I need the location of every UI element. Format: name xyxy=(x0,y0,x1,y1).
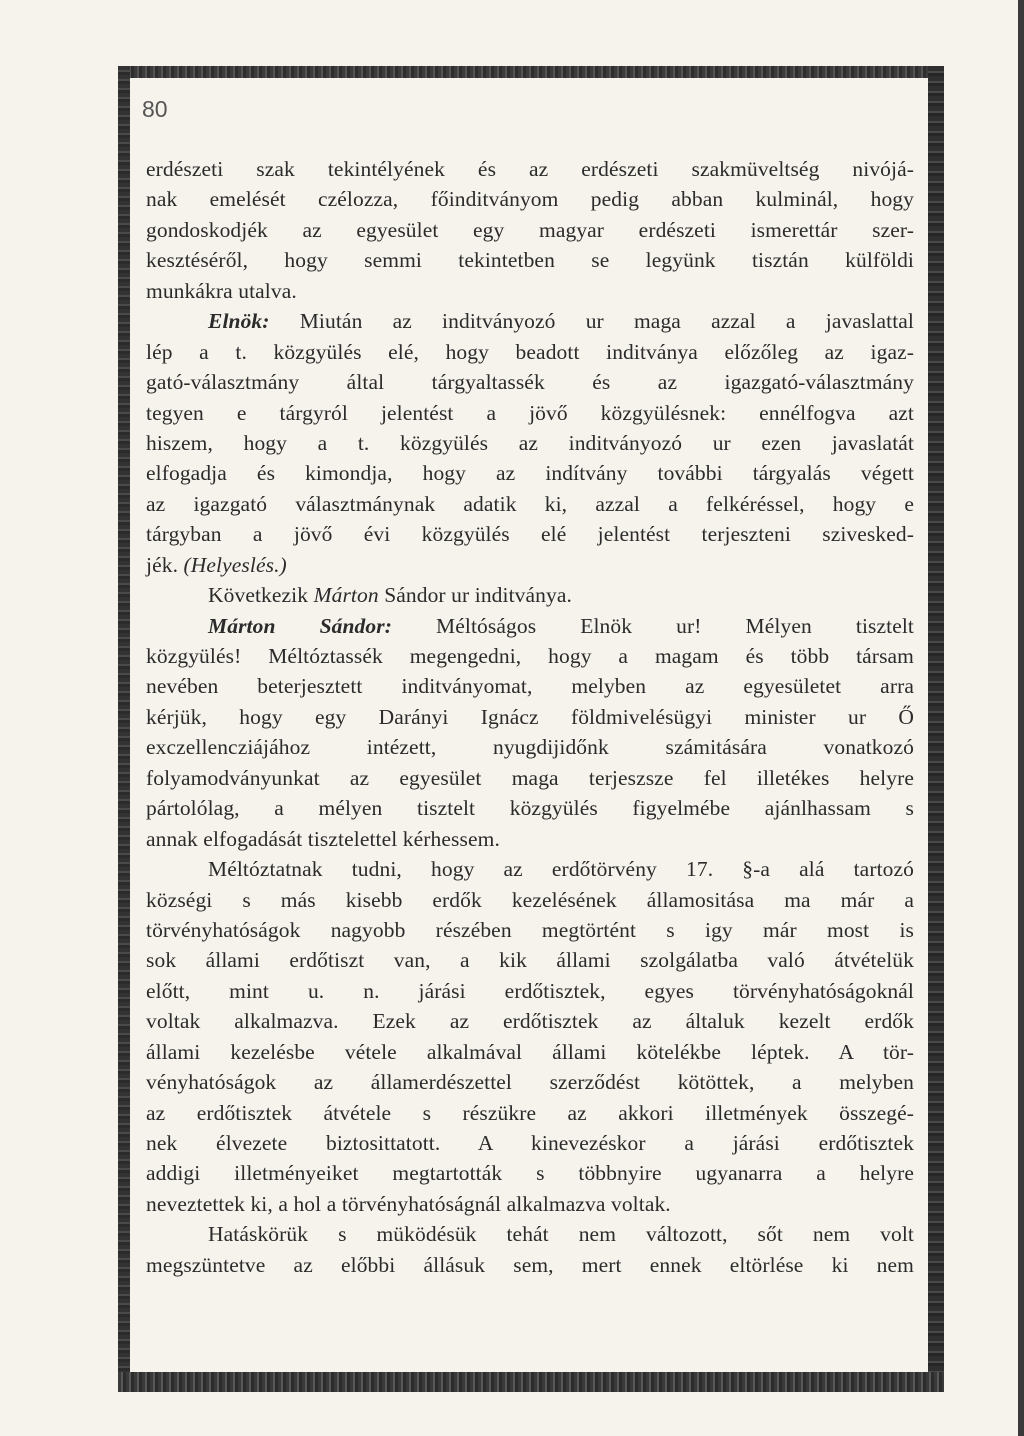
text-line: nek élvezete biztosittatott. A kinevezéskor a járási erdőtisztek xyxy=(146,1131,914,1155)
text-line: lép a t. közgyülés elé, hogy beadott inditványa előzőleg az igaz- xyxy=(146,339,914,364)
text-line: munkákra utalva. xyxy=(146,278,297,303)
text-line: községi s más kisebb erdők kezelésének államositása ma már a xyxy=(146,887,914,912)
text-line: kesztéséről, hogy semmi tekintetben se legyünk tisztán külföldi xyxy=(146,248,914,273)
text-line: közgyülés! Méltóztassék megengedni, hogy a magam és több társam xyxy=(146,644,914,668)
text-line: állami kezelésbe vétele alkalmával állami kötelékbe léptek. A tör- xyxy=(146,1039,914,1064)
page-frame-top xyxy=(118,66,944,78)
text-line: elfogadja és kimondja, hogy az indítvány további tárgyalás végett xyxy=(146,461,914,486)
text-line: törvényhatóságok nagyobb részében megtörtént s igy már most is xyxy=(146,917,914,942)
text-line: erdészeti szak tekintélyének és az erdészeti szakmüveltség nivójá- xyxy=(146,157,914,181)
text-line xyxy=(146,580,914,610)
text-line: pártolólag, a mélyen tisztelt közgyülés figyelmébe ajánlhassam s xyxy=(146,796,914,821)
speaker-line xyxy=(146,306,914,336)
text-line: az igazgató választmánynak adatik ki, azzal a felkéréssel, hogy e xyxy=(146,491,914,516)
speaker-name: Elnök: xyxy=(208,309,270,334)
page-number: 80 xyxy=(142,96,168,122)
text-line: az erdőtisztek átvétele s részükre az akkori illetmények összegé- xyxy=(146,1100,914,1125)
text-line: gondoskodjék az egyesület egy magyar erdészeti ismerettár szer- xyxy=(146,217,914,242)
speaker-line xyxy=(146,611,914,641)
text-line: kérjük, hogy egy Darányi Ignácz földmivelésügyi minister ur Ő xyxy=(146,704,914,729)
text-line: megszüntetve az előbbi állásuk sem, mert ennek eltörlése ki nem xyxy=(146,1252,914,1277)
text-line: annak elfogadását tisztelettel kérhessem. xyxy=(146,826,500,851)
text-line: neveztettek ki, a hol a törvényhatóságnál alkalmazva voltak. xyxy=(146,1191,671,1216)
scan-edge xyxy=(1018,0,1024,1436)
page-frame-bottom xyxy=(118,1372,944,1392)
text-fragment: Sándor ur inditványa. xyxy=(384,583,572,608)
text-line: nak emelését czélozza, főinditványom pedig abban kulminál, hogy xyxy=(146,187,914,212)
text-line: folyamodványunkat az egyesület maga terjeszsze fel illetékes helyre xyxy=(146,765,914,790)
text-line: Hatáskörük s müködésük tehát nem változott, sőt nem volt xyxy=(208,1222,914,1247)
text-fragment: Következik xyxy=(208,583,309,608)
text-line: előtt, mint u. n. járási erdőtisztek, egyes törvényhatóságoknál xyxy=(146,978,914,1003)
text-line: addigi illetményeiket megtartották s többnyire ugyanarra a helyre xyxy=(146,1161,914,1186)
speaker-surname: Márton xyxy=(313,583,379,608)
text-line: gató-választmány által tárgyaltassék és az igazgató-választmány xyxy=(146,370,914,395)
page-frame-right xyxy=(928,66,944,1392)
text-line: vényhatóságok az államerdészettel szerződést kötöttek, a melyben xyxy=(146,1070,914,1095)
text-line: nevében beterjesztett inditványomat, melyben az egyesületet arra xyxy=(146,674,914,699)
page-frame-left xyxy=(118,66,130,1392)
text-line: tegyen e tárgyról jelentést a jövő közgyülésnek: ennélfogva azt xyxy=(146,400,914,425)
speaker-text: Miután az inditványozó ur maga azzal a javaslattal xyxy=(299,309,914,334)
text-line xyxy=(146,550,914,580)
text-line: Méltóztatnak tudni, hogy az erdőtörvény 17. §-a alá tartozó xyxy=(208,857,914,882)
text-line: voltak alkalmazva. Ezek az erdőtisztek az általuk kezelt erdők xyxy=(146,1009,914,1034)
page-body xyxy=(146,154,914,1280)
speaker-text: Méltóságos Elnök ur! Mélyen tisztelt xyxy=(436,613,914,638)
text-line: sok állami erdőtiszt van, a kik állami szolgálatba való átvételük xyxy=(146,948,914,973)
text-line: exczellencziájához intézett, nyugdijidőnk számitására vonatkozó xyxy=(146,735,914,760)
text-line: hiszem, hogy a t. közgyülés az inditványozó ur ezen javaslatát xyxy=(146,430,914,455)
applause-note: (Helyeslés.) xyxy=(183,552,287,577)
speaker-name: Márton Sándor: xyxy=(208,613,392,638)
text-fragment: jék. xyxy=(146,552,179,577)
text-line: tárgyban a jövő évi közgyülés elé jelentést terjeszteni szivesked- xyxy=(146,522,914,547)
